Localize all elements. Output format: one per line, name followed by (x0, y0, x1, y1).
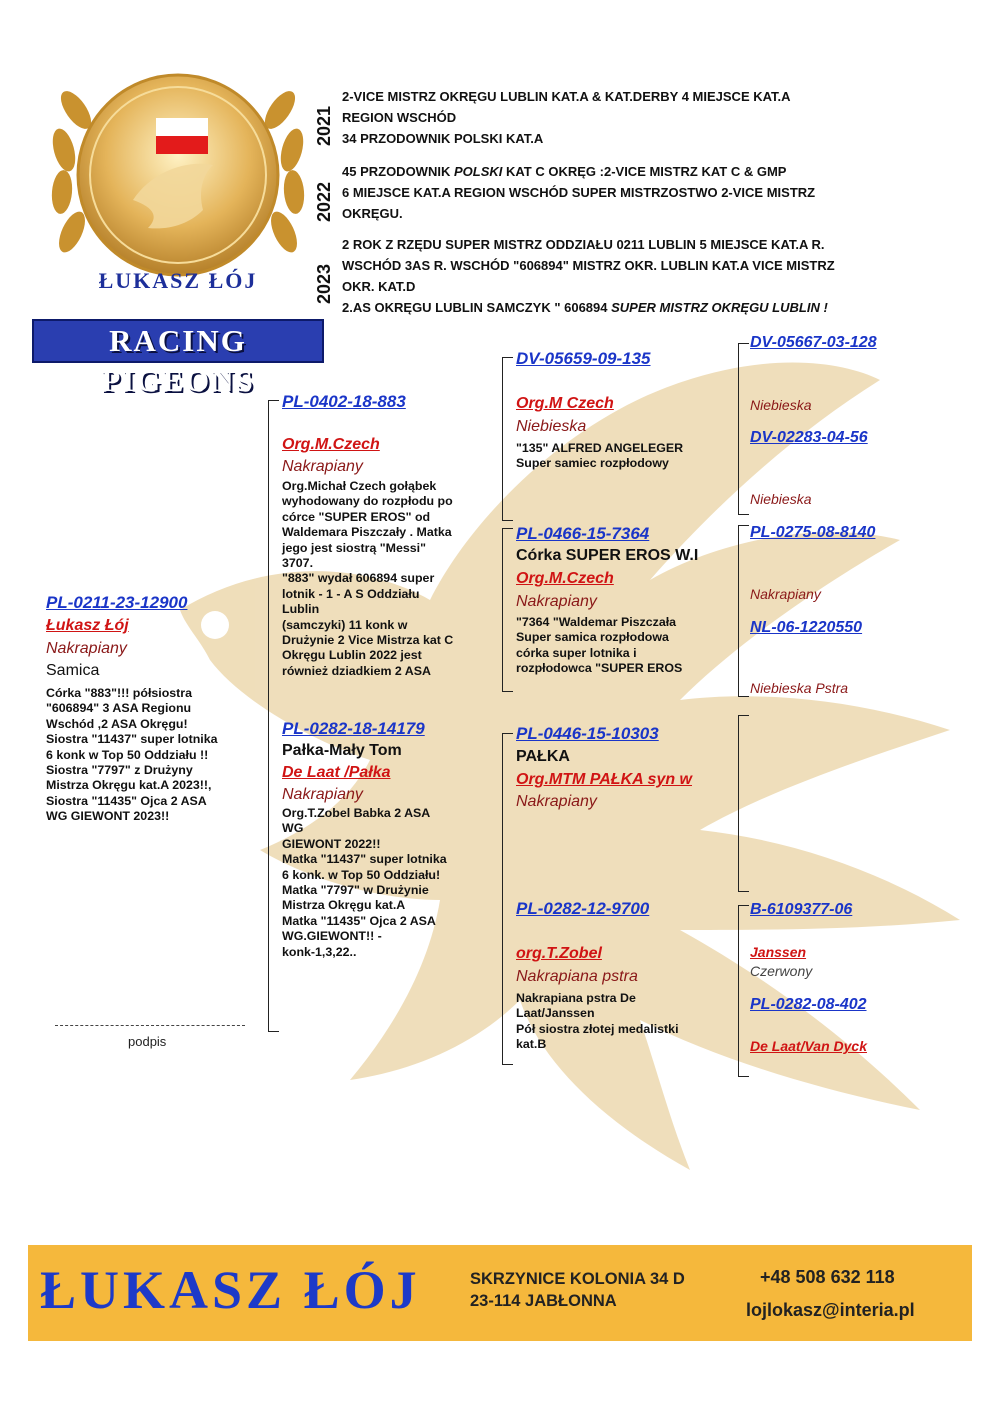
footer-name: ŁUKASZ ŁÓJ (40, 1260, 421, 1320)
achievements-2021 (342, 86, 972, 149)
bracket-parents (268, 400, 279, 1032)
signature-label: podpis (128, 1034, 167, 1049)
ach-2022-line-1 (342, 161, 972, 182)
dd-color: Nakrapiana pstra (516, 968, 638, 985)
year-2023: 2023 (314, 263, 334, 304)
subject-color: Nakrapiany (46, 640, 127, 657)
subject-ring-link[interactable]: PL-0211-23-12900 (46, 593, 188, 612)
sd-description: "7364 "Waldemar Piszczała Super samica rozpłodowa córka super lotnika i rozpłodowca "SUPER EROS (516, 615, 683, 676)
year-2021: 2021 (314, 105, 334, 146)
ss-description: "135" ALFRED ANGELEGER Super samiec rozpłodowy (516, 441, 684, 471)
ss-org: Org.M Czech (516, 395, 614, 412)
ach-2022-l1b: POLSKI (453, 164, 503, 179)
ach-2023-l4b: SUPER MISTRZ OKRĘGU LUBLIN ! (611, 300, 828, 315)
sire-description: Org.Michał Czech gołąbek wyhodowany do rozpłodu po córce "SUPER EROS" od Waldemara Piszczały . Matka jego jest siostrą "Messi" 3707. "883" wydał 606894 super lotnik - 1 - A S Oddziału Lublin (samczyki) 11 konk w Drużynie 2 Vice Mistrza kat C Okręgu Lublin 2022 jest również dziadkiem 2 ASA (282, 479, 454, 678)
dam-description: Org.T.Zobel Babka 2 ASA WG GIEWONT 2022!! Matka "11437" super lotnika 6 konk. w Top 50 Oddziału! Matka "7797" w Drużynie Mistrza Okręgu kat.A Matka "11435" Ojca 2 ASA WG.GIEWONT!! - konk-1,3,22.. (282, 806, 447, 959)
sire-ring-link[interactable]: PL-0402-18-883 (282, 392, 406, 411)
ach-2022-line-2: 6 MIEJSCE KAT.A REGION WSCHÓD SUPER MISTRZOSTWO 2-VICE MISTRZ (342, 185, 816, 200)
sds-ring-link[interactable]: PL-0275-08-8140 (750, 524, 876, 541)
dam-org: De Laat /Pałka (282, 764, 391, 781)
ach-2021-line-3: 34 PRZODOWNIK POLSKI KAT.A (342, 131, 544, 146)
ach-2021-line-2: REGION WSCHÓD (342, 110, 457, 125)
ssd-color: Niebieska (750, 491, 812, 507)
bracket-gg-1 (738, 343, 749, 515)
subject-description: Córka "883"!!! półsiostra "606894" 3 ASA Regionu Wschód ,2 ASA Okręgu! Siostra "11437" super lotnika 6 konk w Top 50 Oddziału !! Siostra "7797" z Drużyny Mistrza Okręgu kat.A 2023!!, Siostra "11435" Ojca 2 ASA WG GIEWONT 2023!! (46, 686, 218, 824)
ss-color: Niebieska (516, 418, 587, 435)
sd-name: Córka SUPER EROS W.I (516, 547, 699, 564)
ach-2022-l1c: KAT C OKRĘG :2-VICE MISTRZ KAT C & GMP (502, 164, 787, 179)
ach-2023-line-1: 2 ROK Z RZĘDU SUPER MISTRZ ODDZIAŁU 0211 LUBLIN 5 MIEJSCE KAT.A R. (342, 237, 825, 252)
sd-org: Org.M.Czech (516, 570, 614, 587)
ach-2023-line-2: WSCHÓD 3AS R. WSCHÓD "606894" MISTRZ OKR. LUBLIN KAT.A VICE MISTRZ (342, 258, 835, 273)
bracket-gg-2 (738, 525, 749, 697)
dds-ring-link[interactable]: B-6109377-06 (750, 901, 853, 918)
dds-org: Janssen (750, 944, 807, 960)
footer-phone[interactable]: +48 508 632 118 (760, 1267, 895, 1287)
sss-ring-link[interactable]: DV-05667-03-128 (750, 334, 877, 351)
ds-ring-link[interactable]: PL-0446-15-10303 (516, 724, 659, 743)
ds-name: PAŁKA (516, 748, 570, 765)
ach-2023-l4a: 2.AS OKRĘGU LUBLIN SAMCZYK " 606894 (342, 300, 612, 315)
footer-email[interactable]: lojlokasz@interia.pl (746, 1300, 915, 1320)
year-2022: 2022 (314, 181, 334, 222)
logo (38, 50, 318, 320)
achievements-2023 (342, 234, 972, 318)
sss-color: Niebieska (750, 397, 812, 413)
ddd-org: De Laat/Van Dyck (750, 1038, 867, 1054)
ach-2021-line-1: 2-VICE MISTRZ OKRĘGU LUBLIN KAT.A & KAT.DERBY 4 MIEJSCE KAT.A (342, 89, 791, 104)
bracket-gg-3 (738, 715, 749, 892)
ach-2023-line-3: OKR. KAT.D (342, 279, 416, 294)
racing-pigeons-banner: RACING PIGEONS (32, 319, 324, 363)
footer-address-1: SKRZYNICE KOLONIA 34 D (470, 1270, 685, 1288)
sdd-ring-link[interactable]: NL-06-1220550 (750, 619, 863, 636)
ssd-ring-link[interactable]: DV-02283-04-56 (750, 429, 868, 446)
dd-org: org.T.Zobel (516, 945, 602, 962)
ds-color: Nakrapiany (516, 793, 597, 810)
bracket-dam-parents (502, 733, 513, 1065)
sire-org: Org.M.Czech (282, 436, 380, 453)
footer (28, 1245, 972, 1341)
sd-ring-link[interactable]: PL-0466-15-7364 (516, 524, 650, 543)
sire-color: Nakrapiany (282, 458, 363, 475)
subject-sex: Samica (46, 662, 100, 679)
dam-name: Pałka-Mały Tom (282, 742, 402, 759)
ach-2023-line-4 (342, 297, 972, 318)
footer-address-2: 23-114 JABŁONNA (470, 1292, 617, 1310)
sd-color: Nakrapiany (516, 593, 597, 610)
subject-owner: Łukasz Łój (46, 617, 129, 634)
ds-org: Org.MTM PAŁKA syn w (516, 771, 692, 788)
dds-color: Czerwony (750, 963, 813, 979)
ach-2022-line-3: OKRĘGU. (342, 206, 403, 221)
ss-ring-link[interactable]: DV-05659-09-135 (516, 349, 651, 368)
dam-ring-link[interactable]: PL-0282-18-14179 (282, 719, 425, 738)
dam-color: Nakrapiany (282, 786, 363, 803)
ach-2022-l1a: 45 PRZODOWNIK (342, 164, 454, 179)
bracket-sire-parents (502, 357, 513, 521)
achievements-2022 (342, 161, 972, 224)
bracket-gg-4 (738, 905, 749, 1077)
signature-line (55, 1025, 245, 1026)
dd-ring-link[interactable]: PL-0282-12-9700 (516, 899, 650, 918)
bracket-sire-parents-2 (502, 528, 513, 692)
dd-description: Nakrapiana pstra De Laat/Janssen Pół siostra złotej medalistki kat.B (516, 991, 679, 1052)
sdd-color: Niebieska Pstra (750, 680, 849, 696)
logo-name: ŁUKASZ ŁÓJ (98, 268, 258, 293)
ddd-ring-link[interactable]: PL-0282-08-402 (750, 996, 867, 1013)
sds-color: Nakrapiany (750, 586, 821, 602)
